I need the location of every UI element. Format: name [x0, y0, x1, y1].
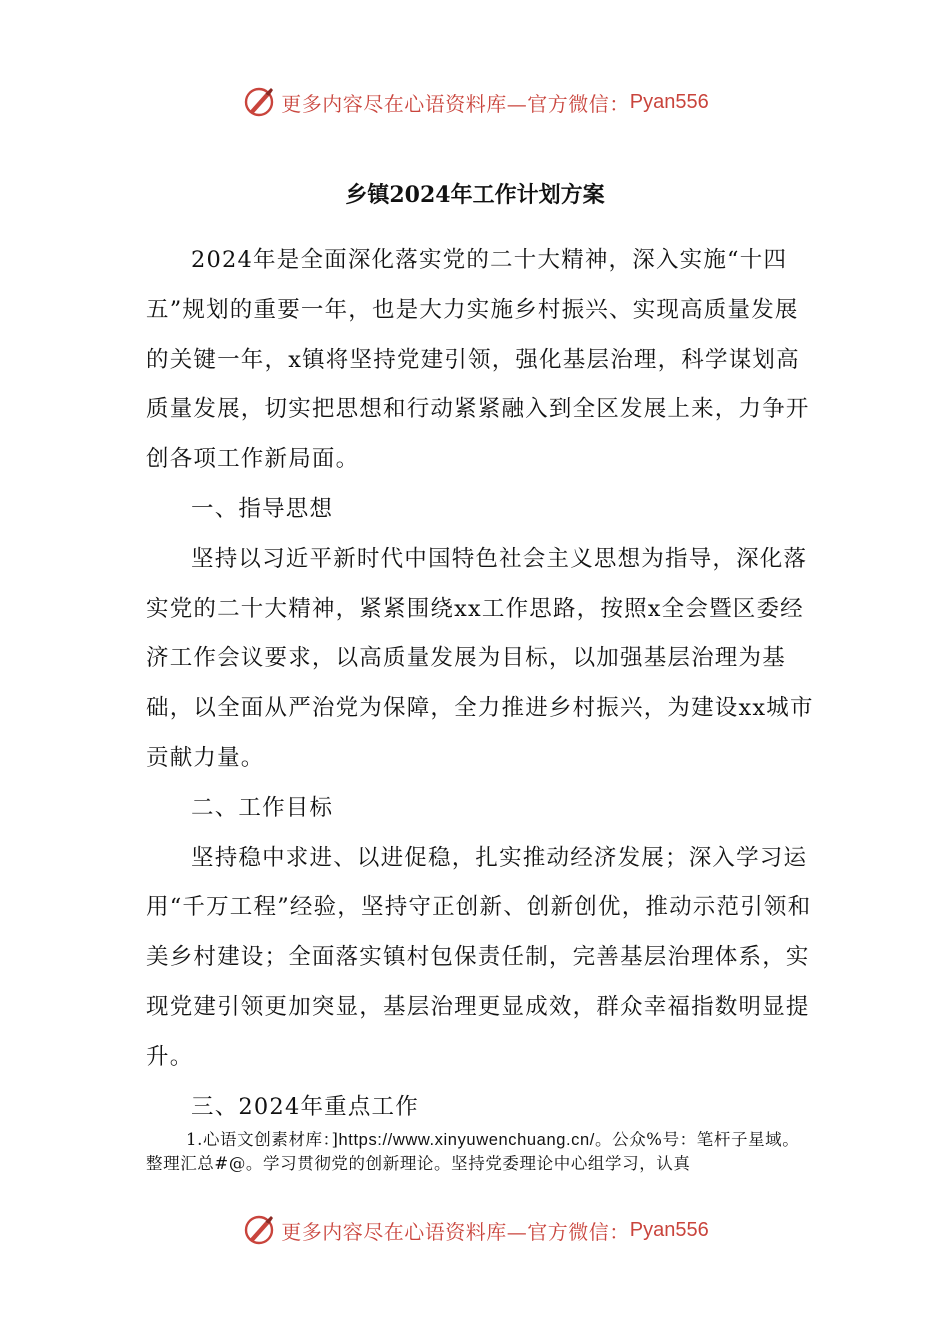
footnote-url-link[interactable]: https://www.xinyuwenchuang.cn/	[338, 1131, 595, 1149]
section-heading-guiding-thought: 一、指导思想	[191, 495, 334, 522]
banner-text: 更多内容尽在心语资料库—官方微信：	[281, 91, 630, 116]
section-heading-work-goals: 二、工作目标	[191, 794, 334, 821]
pen-circle-logo-icon	[241, 84, 277, 120]
footnote-rest: 。公众%号：笔杆子星域。整理汇总#@。学习贯彻党的创新理论。坚持党委理论中心组学习，认真	[146, 1130, 800, 1173]
banner-text: 更多内容尽在心语资料库—官方微信：	[281, 1219, 630, 1244]
header-watermark-banner	[0, 80, 950, 124]
guiding-thought-paragraph: 坚持以习近平新时代中国特色社会主义思想为指导，深化落实党的二十大精神，紧紧围绕xx工作思路，按照x全会暨区委经济工作会议要求，以高质量发展为目标，以加强基层治理为基础，以全面从严治党为保障，全力推进乡村振兴，为建设xx城市贡献力量。	[146, 545, 814, 771]
banner-wechat-id: Pyan556	[629, 1218, 709, 1241]
pen-circle-logo-icon	[241, 1212, 277, 1248]
document-body	[146, 236, 816, 1132]
work-goals-paragraph: 坚持稳中求进、以进促稳，扎实推动经济发展；深入学习运用“千万工程”经验，坚持守正创新、创新创优，推动示范引领和美乡村建设；全面落实镇村包保责任制，完善基层治理体系，实现党建引领更加突显，基层治理更显成效，群众幸福指数明显提升。	[146, 844, 812, 1070]
footnote-paragraph	[146, 1128, 816, 1175]
intro-paragraph: 2024年是全面深化落实党的二十大精神，深入实施“十四五”规划的重要一年，也是大力实施乡村振兴、实现高质量发展的关键一年，x镇将坚持党建引领，强化基层治理，科学谋划高质量发展，切实把思想和行动紧紧融入到全区发展上来，力争开创各项工作新局面。	[146, 247, 810, 473]
document-title: 乡镇2024年工作计划方案	[345, 182, 605, 208]
footer-watermark-banner	[0, 1208, 950, 1252]
footnote-prefix: 1.心语文创素材库：]	[186, 1130, 339, 1149]
banner-wechat-id: Pyan556	[629, 90, 709, 113]
section-heading-key-work: 三、2024年重点工作	[191, 1093, 419, 1120]
